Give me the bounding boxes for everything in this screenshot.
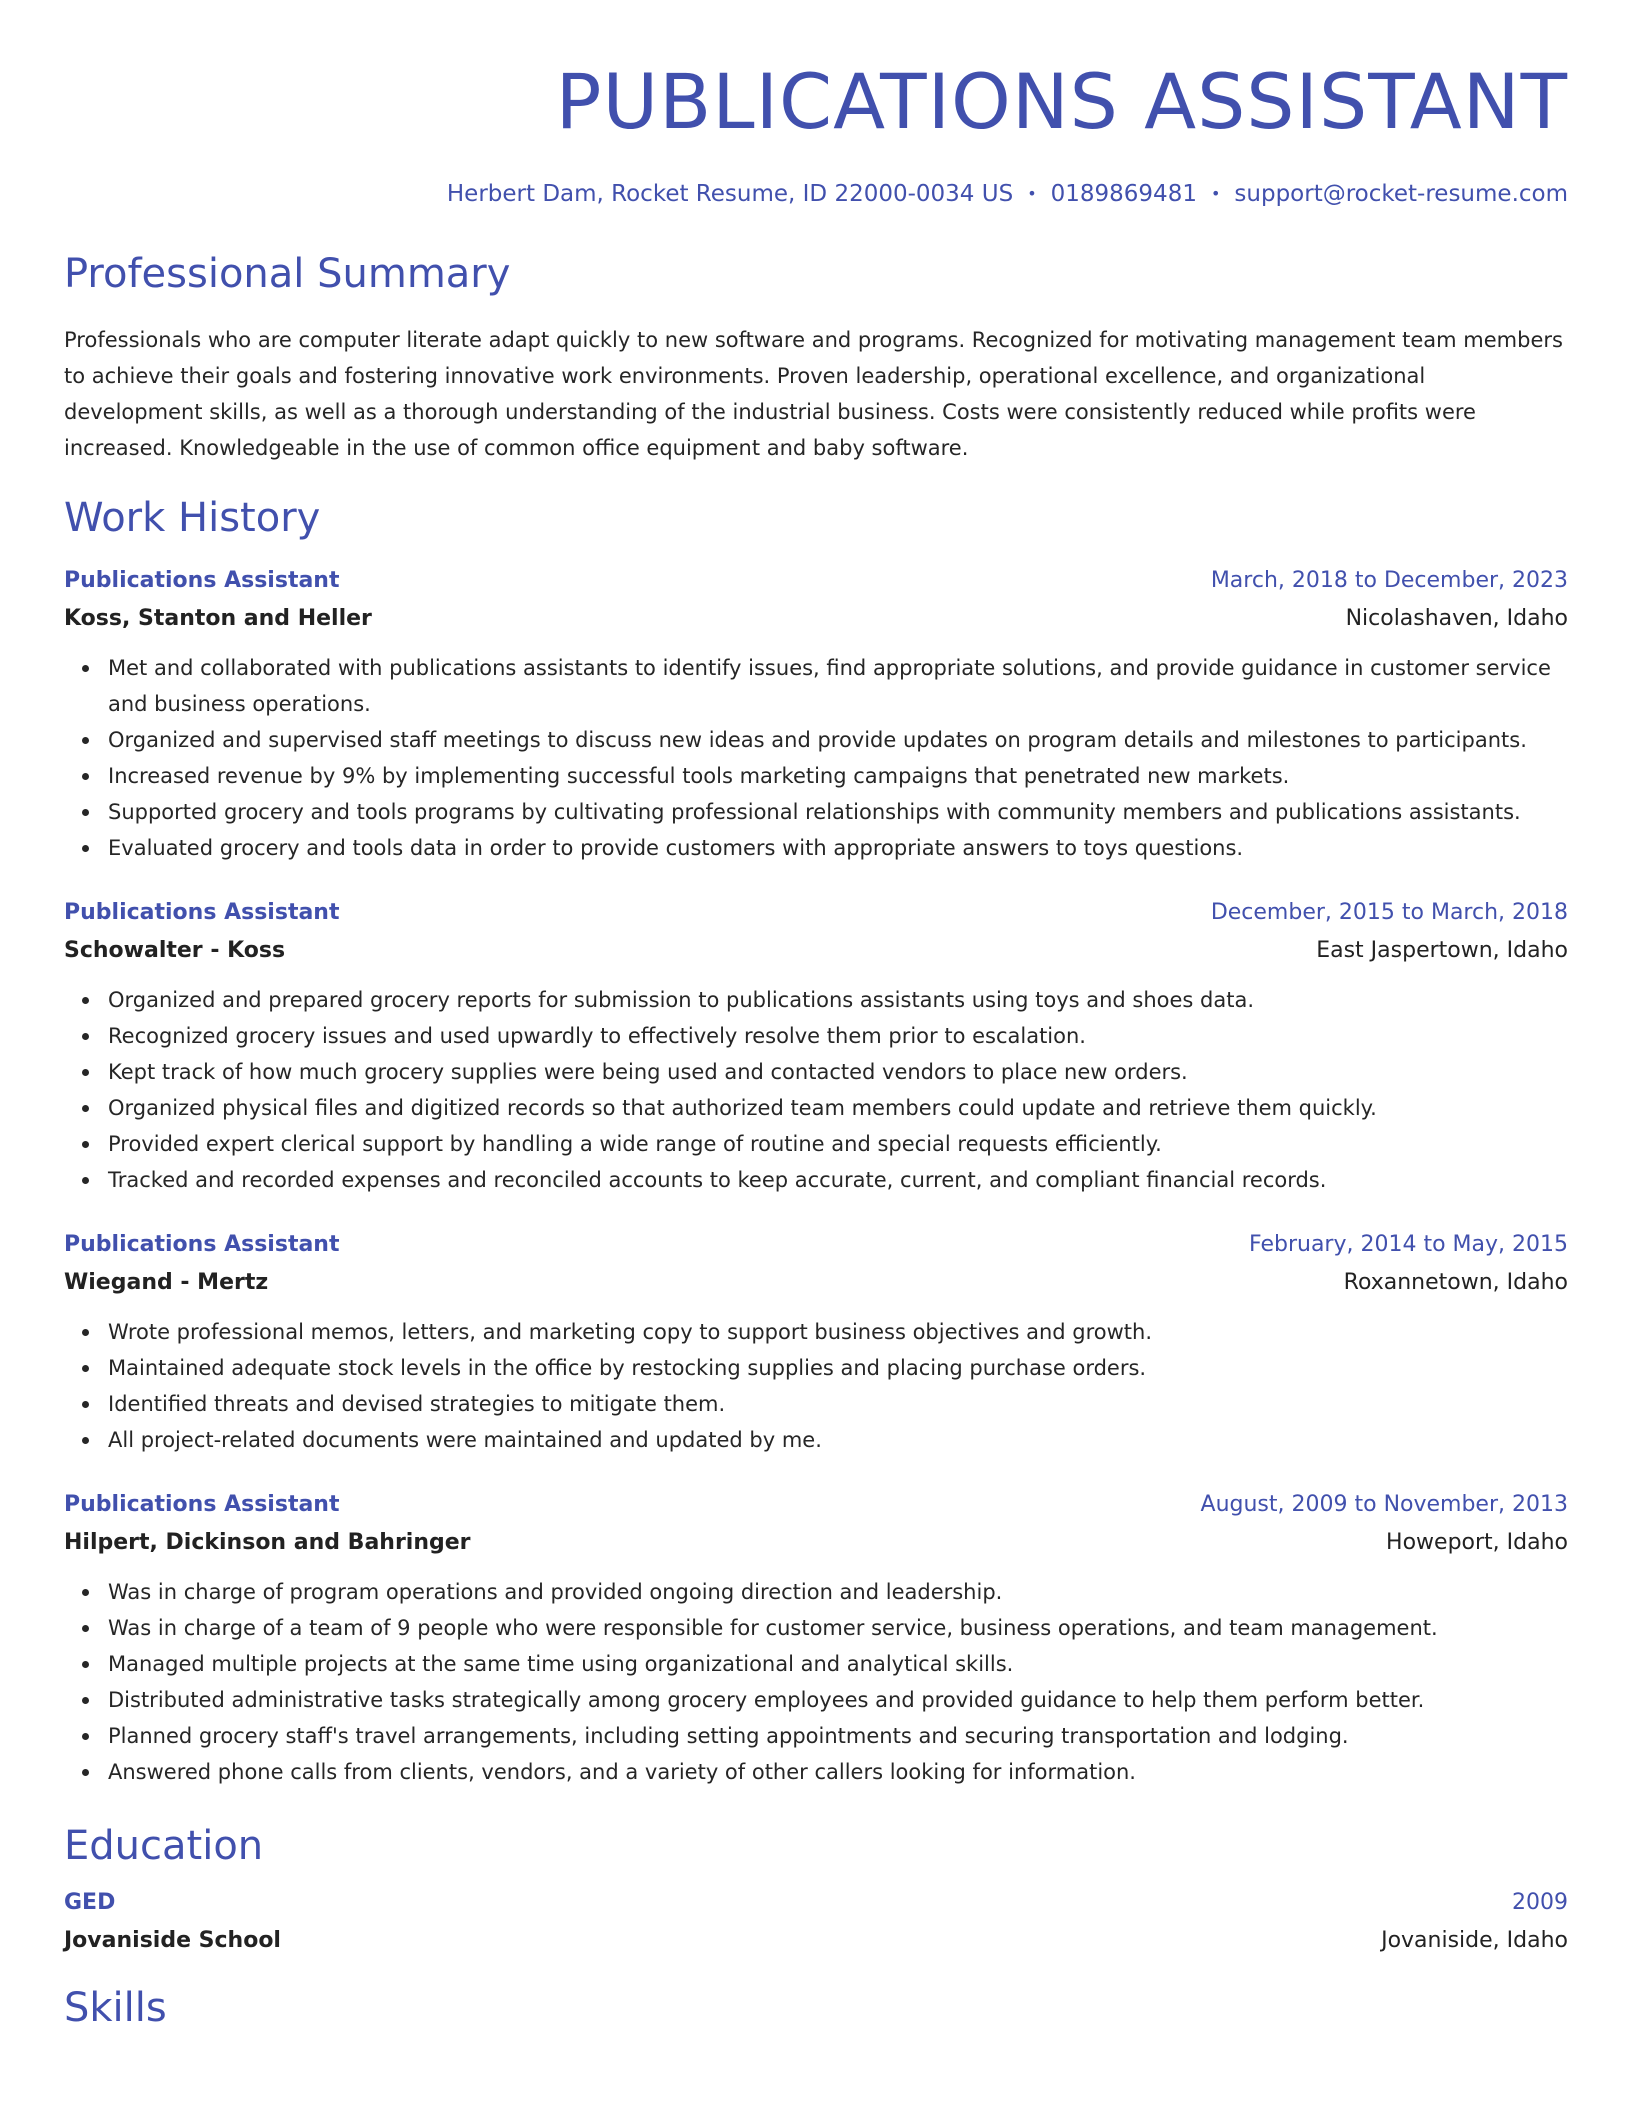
job-role: Publications Assistant (64, 1232, 340, 1257)
job-bullet: Provided expert clerical support by handling a wide range of routine and special requests efficiently. (108, 1126, 1568, 1162)
contact-separator: • (1210, 184, 1221, 203)
education-location: Jovaniside, Idaho (1381, 1928, 1568, 1953)
education-heading: Education (64, 1823, 264, 1869)
job-bullets (64, 1314, 1568, 1458)
job-company: Schowalter - Koss (64, 938, 286, 963)
summary-heading: Professional Summary (64, 251, 511, 297)
job-dates: December, 2015 to March, 2018 (1210, 900, 1568, 925)
job-location: Nicolashaven, Idaho (1345, 606, 1568, 631)
contact-line (64, 178, 1568, 210)
job-header-row (64, 1486, 1568, 1524)
summary-text: Professionals who are computer literate adapt quickly to new software and programs. Recognized for motivating management team members to achieve their goals and fostering innovative work environments. Proven leadership, operational excellence, and organizational development skills, as well as a thorough understanding of the industrial business. Costs were consistently reduced while profits were increased. Knowledgeable in the use of common office equipment and baby software. (64, 328, 1563, 460)
job-bullet: Organized and supervised staff meetings to discuss new ideas and provide updates on program details and milestones to participants. (108, 722, 1568, 758)
job-bullet: Recognized grocery issues and used upwardly to effectively resolve them prior to escalation. (108, 1018, 1568, 1054)
job-dates: August, 2009 to November, 2013 (1200, 1492, 1568, 1517)
job-entry (64, 562, 1568, 866)
contact-address: Herbert Dam, Rocket Resume, ID 22000-0034 US (446, 181, 1014, 207)
education-degree: GED (64, 1890, 116, 1915)
job-header-row (64, 894, 1568, 932)
job-bullet: Distributed administrative tasks strategically among grocery employees and provided guidance to help them perform better. (108, 1682, 1568, 1718)
job-bullet: Was in charge of a team of 9 people who were responsible for customer service, business operations, and team management. (108, 1610, 1568, 1646)
contact-phone: 0189869481 (1050, 181, 1197, 207)
job-company-row (64, 1524, 1568, 1562)
resume-page (64, 0, 1568, 2034)
job-role: Publications Assistant (64, 568, 340, 593)
skills-heading: Skills (64, 1985, 167, 2031)
job-role: Publications Assistant (64, 900, 340, 925)
job-location: Howeport, Idaho (1386, 1530, 1568, 1555)
job-bullet: Increased revenue by 9% by implementing successful tools marketing campaigns that penetrated new markets. (108, 758, 1568, 794)
job-company: Wiegand - Mertz (64, 1270, 269, 1295)
job-location: East Jaspertown, Idaho (1316, 938, 1568, 963)
job-bullet: Answered phone calls from clients, vendors, and a variety of other callers looking for information. (108, 1754, 1568, 1790)
job-bullet: Wrote professional memos, letters, and marketing copy to support business objectives and growth. (108, 1314, 1568, 1350)
job-bullet: Was in charge of program operations and provided ongoing direction and leadership. (108, 1574, 1568, 1610)
education-school: Jovaniside School (64, 1928, 281, 1953)
job-bullet: Evaluated grocery and tools data in order to provide customers with appropriate answers to toys questions. (108, 830, 1568, 866)
resume-title: PUBLICATIONS ASSISTANT (555, 57, 1568, 146)
contact-email: support@rocket-resume.com (1234, 181, 1568, 207)
job-company: Hilpert, Dickinson and Bahringer (64, 1530, 471, 1555)
job-bullet: Maintained adequate stock levels in the office by restocking supplies and placing purchase orders. (108, 1350, 1568, 1386)
job-company-row (64, 600, 1568, 638)
job-bullet: Tracked and recorded expenses and reconciled accounts to keep accurate, current, and compliant financial records. (108, 1162, 1568, 1198)
job-dates: March, 2018 to December, 2023 (1210, 568, 1568, 593)
education-year: 2009 (1512, 1890, 1568, 1915)
job-bullets (64, 1574, 1568, 1790)
job-entry (64, 1486, 1568, 1790)
job-bullet: Met and collaborated with publications assistants to identify issues, find appropriate solutions, and provide guidance in customer service and business operations. (108, 650, 1568, 722)
job-entry (64, 1226, 1568, 1458)
job-company-row (64, 1264, 1568, 1302)
job-company-row (64, 932, 1568, 970)
job-bullet: Identified threats and devised strategies to mitigate them. (108, 1386, 1568, 1422)
job-company: Koss, Stanton and Heller (64, 606, 372, 631)
education-school-row (64, 1922, 1568, 1960)
job-role: Publications Assistant (64, 1492, 340, 1517)
job-bullet: Supported grocery and tools programs by cultivating professional relationships with community members and publications assistants. (108, 794, 1568, 830)
job-bullet: Kept track of how much grocery supplies were being used and contacted vendors to place new orders. (108, 1054, 1568, 1090)
job-bullet: Organized physical files and digitized records so that authorized team members could update and retrieve them quickly. (108, 1090, 1568, 1126)
education-header-row (64, 1884, 1568, 1922)
job-bullet: Planned grocery staff's travel arrangements, including setting appointments and securing transportation and lodging. (108, 1718, 1568, 1754)
job-bullet: All project-related documents were maintained and updated by me. (108, 1422, 1568, 1458)
job-header-row (64, 1226, 1568, 1264)
job-bullets (64, 982, 1568, 1198)
contact-separator: • (1027, 184, 1037, 203)
education-entry (64, 1884, 1568, 1960)
job-location: Roxannetown, Idaho (1343, 1270, 1568, 1295)
job-dates: February, 2014 to May, 2015 (1249, 1232, 1568, 1257)
job-bullets (64, 650, 1568, 866)
job-entry (64, 894, 1568, 1198)
job-header-row (64, 562, 1568, 600)
job-bullet: Organized and prepared grocery reports for submission to publications assistants using toys and shoes data. (108, 982, 1568, 1018)
work-history-heading: Work History (64, 495, 321, 541)
job-bullet: Managed multiple projects at the same time using organizational and analytical skills. (108, 1646, 1568, 1682)
